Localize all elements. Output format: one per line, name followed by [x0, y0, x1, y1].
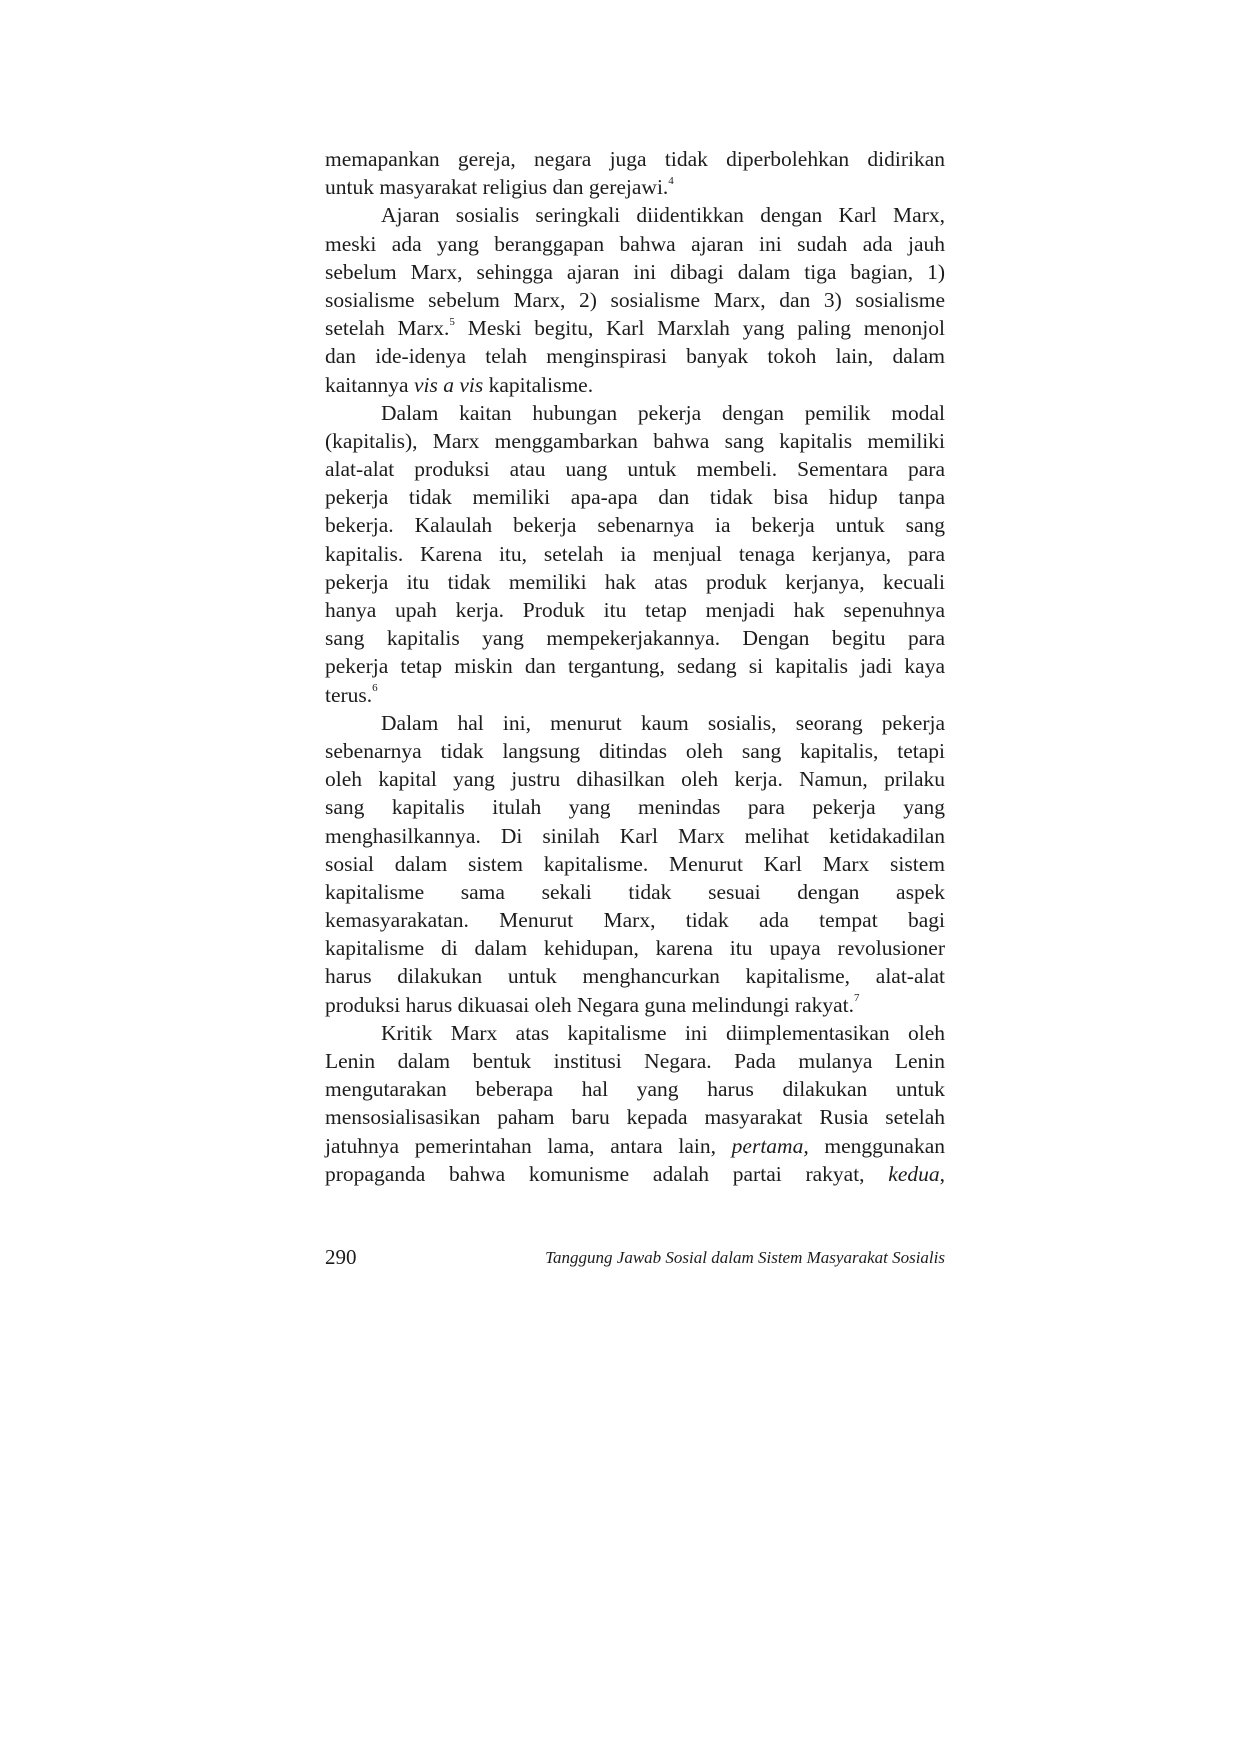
text-line: pekerja tidak memiliki apa-apa dan tidak bisa hidup tanpa	[325, 485, 945, 510]
paragraph-5	[325, 1019, 945, 1188]
text-line: harus dilakukan untuk menghancurkan kapitalisme, alat-alat	[325, 964, 945, 989]
text-line: kapitalisme di dalam kehidupan, karena itu upaya revolusioner	[325, 936, 945, 961]
text-line: Ajaran sosialis seringkali diidentikkan dengan Karl Marx,	[381, 203, 945, 228]
text-line: kemasyarakatan. Menurut Marx, tidak ada tempat bagi	[325, 908, 945, 933]
text-line: alat-alat produksi atau uang untuk membeli. Sementara para	[325, 457, 945, 482]
text-line: sosialisme sebelum Marx, 2) sosialisme Marx, dan 3) sosialisme	[325, 287, 945, 312]
text-segment: produksi harus dikuasai oleh Negara guna melindungi rakyat.	[325, 992, 854, 1017]
running-title: Tanggung Jawab Sosial dalam Sistem Masyarakat Sosialis	[545, 1248, 945, 1267]
text-line: hanya upah kerja. Produk itu tetap menjadi hak sepenuhnya	[325, 598, 945, 622]
footnote-ref-4[interactable]: 4	[668, 175, 674, 188]
text-line: mengutarakan beberapa hal yang harus dilakukan untuk	[325, 1077, 945, 1102]
text-line: pekerja tetap miskin dan tergantung, sedang si kapitalis jadi kaya	[325, 654, 945, 679]
text-line	[325, 681, 945, 709]
text-line: Dalam kaitan hubungan pekerja dengan pemilik modal	[381, 400, 945, 425]
text-segment: jatuhnya pemerintahan lama, antara lain,	[325, 1133, 732, 1158]
text-segment: kaitannya	[325, 372, 414, 397]
page-footer	[325, 1245, 945, 1275]
text-segment: propaganda bahwa komunisme adalah partai rakyat,	[325, 1161, 889, 1186]
text-line	[325, 173, 945, 201]
text-segment: kapitalisme.	[483, 372, 594, 397]
italic-term: kedua	[888, 1161, 940, 1186]
text-line: sosial dalam sistem kapitalisme. Menurut Karl Marx sistem	[325, 851, 945, 876]
text-line	[325, 991, 945, 1019]
text-line: sang kapitalis yang mempekerjakannya. Dengan begitu para	[325, 626, 945, 651]
text-line: meski ada yang beranggapan bahwa ajaran ini sudah ada jauh	[325, 231, 945, 256]
text-line: kapitalisme sama sekali tidak sesuai dengan aspek	[325, 879, 945, 904]
text-line: kapitalis. Karena itu, setelah ia menjual tenaga kerjanya, para	[325, 541, 945, 566]
page-number: 290	[325, 1245, 357, 1269]
text-line: menghasilkannya. Di sinilah Karl Marx melihat ketidakadilan	[325, 823, 945, 848]
text-line: dan ide-idenya telah menginspirasi banyak tokoh lain, dalam	[325, 344, 945, 369]
text-line: (kapitalis), Marx menggambarkan bahwa sang kapitalis memiliki	[325, 428, 945, 453]
italic-term: vis a vis	[413, 372, 484, 397]
text-line	[325, 1160, 945, 1188]
paragraph-2	[325, 201, 945, 398]
footnote-ref-6[interactable]: 6	[372, 682, 378, 695]
footnote-ref-7[interactable]: 7	[854, 992, 860, 1005]
text-line: sang kapitalis itulah yang menindas para pekerja yang	[325, 795, 945, 820]
text-line: sebelum Marx, sehingga ajaran ini dibagi dalam tiga bagian, 1)	[325, 259, 945, 284]
text-line	[325, 371, 945, 399]
text-line: sebenarnya tidak langsung ditindas oleh sang kapitalis, tetapi	[325, 738, 945, 763]
paragraph-4	[325, 709, 945, 1019]
text-segment: terus.	[325, 682, 373, 707]
text-segment: ,	[939, 1161, 945, 1186]
footnote-ref-5[interactable]: 5	[449, 315, 455, 328]
text-segment: Meski begitu, Karl Marxlah yang paling menonjol	[454, 316, 945, 341]
text-line: pekerja itu tidak memiliki hak atas produk kerjanya, kecuali	[325, 569, 945, 594]
body-text	[325, 145, 945, 1188]
text-line	[325, 314, 945, 342]
text-line: oleh kapital yang justru dihasilkan oleh kerja. Namun, prilaku	[325, 767, 945, 792]
text-segment: setelah Marx.	[325, 316, 450, 341]
text-line: mensosialisasikan paham baru kepada masyarakat Rusia setelah	[325, 1105, 945, 1130]
text-line: Kritik Marx atas kapitalisme ini diimplementasikan oleh	[381, 1020, 945, 1045]
text-segment: untuk masyarakat religius dan gerejawi.	[325, 175, 669, 200]
text-segment: menggunakan	[808, 1133, 945, 1158]
text-line: memapankan gereja, negara juga tidak diperbolehkan didirikan	[325, 147, 945, 171]
paragraph-1	[325, 145, 945, 201]
text-line: bekerja. Kalaulah bekerja sebenarnya ia bekerja untuk sang	[325, 513, 945, 538]
text-line	[325, 1132, 945, 1160]
text-line: Lenin dalam bentuk institusi Negara. Pada mulanya Lenin	[325, 1049, 945, 1073]
text-line: Dalam hal ini, menurut kaum sosialis, seorang pekerja	[381, 710, 945, 735]
paragraph-3	[325, 399, 945, 709]
italic-term: pertama,	[731, 1133, 809, 1158]
